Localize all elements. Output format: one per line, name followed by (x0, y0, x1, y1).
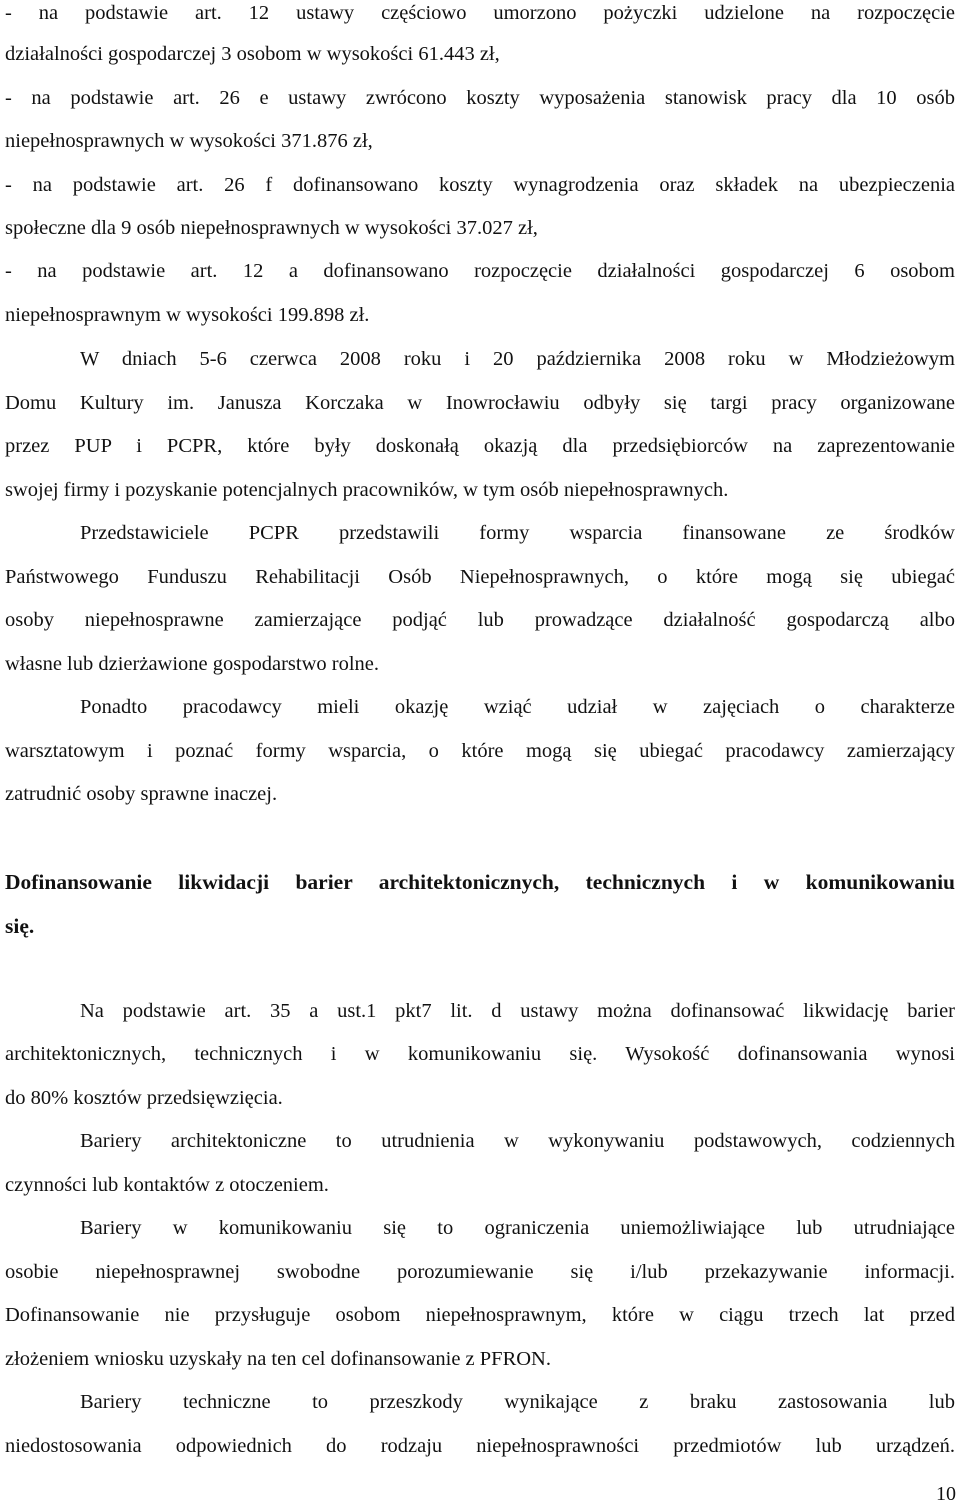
text-line: społeczne dla 9 osób niepełnosprawnych w wysokości 37.027 zł, (5, 217, 538, 239)
text-line: Bariery w komunikowaniu się to ograniczenia uniemożliwiające lub utrudniające (80, 1217, 955, 1239)
text-line: - na podstawie art. 26 e ustawy zwrócono koszty wyposażenia stanowisk pracy dla 10 osób (5, 87, 955, 109)
text-line: czynności lub kontaktów z otoczeniem. (5, 1174, 329, 1196)
page-number: 10 (936, 1483, 956, 1505)
text-line: osoby niepełnosprawne zamierzające podjąć lub prowadzące działalność gospodarczą albo (5, 609, 955, 631)
text-line: Domu Kultury im. Janusza Korczaka w Inowrocławiu odbyły się targi pracy organizowane (5, 392, 955, 414)
text-line: zatrudnić osoby sprawne inaczej. (5, 783, 278, 805)
text-line: W dniach 5-6 czerwca 2008 roku i 20 października 2008 roku w Młodzieżowym (80, 348, 955, 370)
text-line: Na podstawie art. 35 a ust.1 pkt7 lit. d ustawy można dofinansować likwidację barier (80, 1000, 955, 1022)
text-line: Ponadto pracodawcy mieli okazję wziąć udział w zajęciach o charakterze (80, 696, 955, 718)
section-heading: się. (5, 914, 35, 938)
text-line: przez PUP i PCPR, które były doskonałą okazją dla przedsiębiorców na zaprezentowanie (5, 435, 955, 457)
text-line: - na podstawie art. 26 f dofinansowano koszty wynagrodzenia oraz składek na ubezpieczenia (5, 174, 955, 196)
text-line: Bariery architektoniczne to utrudnienia w wykonywaniu podstawowych, codziennych (80, 1130, 955, 1152)
text-line: złożeniem wniosku uzyskały na ten cel dofinansowanie z PFRON. (5, 1348, 551, 1370)
text-line: swojej firmy i pozyskanie potencjalnych pracowników, w tym osób niepełnosprawnych. (5, 479, 729, 501)
text-line: architektonicznych, technicznych i w komunikowaniu się. Wysokość dofinansowania wynosi (5, 1043, 955, 1065)
text-line: niedostosowania odpowiednich do rodzaju niepełnosprawności przedmiotów lub urządzeń. (5, 1435, 955, 1457)
text-line: działalności gospodarczej 3 osobom w wysokości 61.443 zł, (5, 43, 500, 65)
text-line: Bariery techniczne to przeszkody wynikające z braku zastosowania lub (80, 1391, 955, 1413)
text-line: Państwowego Funduszu Rehabilitacji Osób Niepełnosprawnych, o które mogą się ubiegać (5, 566, 955, 588)
text-line: Dofinansowanie nie przysługuje osobom niepełnosprawnym, które w ciągu trzech lat przed (5, 1304, 955, 1326)
text-line: - na podstawie art. 12 ustawy częściowo umorzono pożyczki udzielone na rozpoczęcie (5, 2, 955, 24)
text-line: Przedstawiciele PCPR przedstawili formy wsparcia finansowane ze środków (80, 522, 955, 544)
text-line: niepełnosprawnym w wysokości 199.898 zł. (5, 304, 370, 326)
text-line: - na podstawie art. 12 a dofinansowano rozpoczęcie działalności gospodarczej 6 osobom (5, 260, 955, 282)
text-line: do 80% kosztów przedsięwzięcia. (5, 1087, 283, 1109)
section-heading: Dofinansowanie likwidacji barier architektonicznych, technicznych i w komunikowaniu (5, 870, 955, 894)
text-line: niepełnosprawnych w wysokości 371.876 zł, (5, 130, 373, 152)
text-line: osobie niepełnosprawnej swobodne porozumiewanie się i/lub przekazywanie informacji. (5, 1261, 955, 1283)
text-line: warsztatowym i poznać formy wsparcia, o które mogą się ubiegać pracodawcy zamierzający (5, 740, 955, 762)
text-line: własne lub dzierżawione gospodarstwo rolne. (5, 653, 380, 675)
